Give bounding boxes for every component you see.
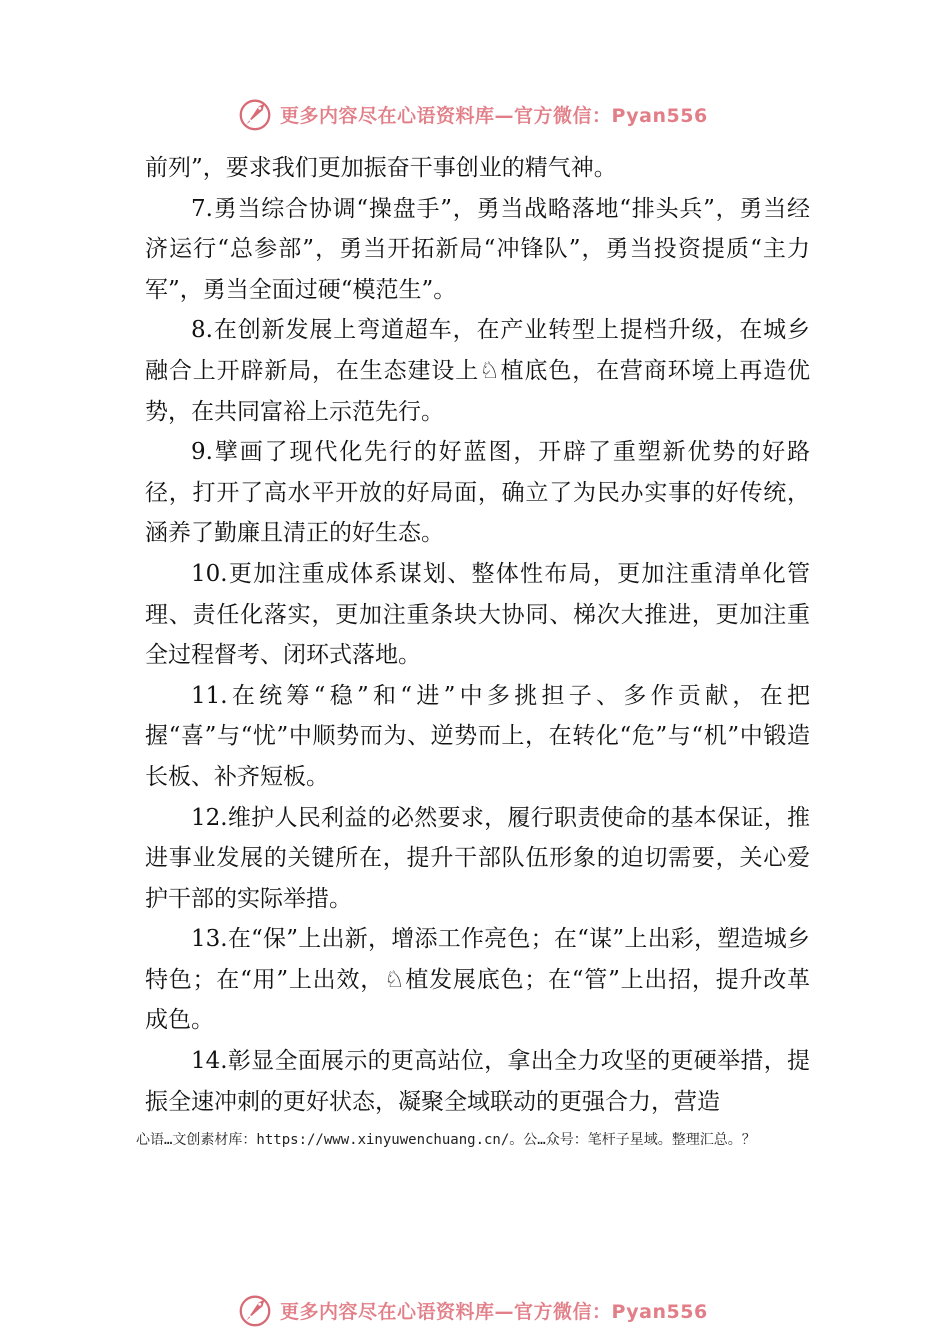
paragraph-1: 前列”，要求我们更加振奋干事创业的精气神。: [145, 155, 617, 181]
paragraph-11: 11.在统筹“稳”和“进”中多挑担子、多作贡献，在把握“喜”与“忧”中顺势而为、逆势而上，在转化“危”与“机”中锻造长板、补齐短板。: [145, 682, 810, 790]
paragraph-14: 14.彰显全面展示的更高站位，拿出全力攻坚的更硬举措，提振全速冲刺的更好状态，凝聚全域联动的更强合力，营造: [145, 1048, 810, 1115]
footer-watermark: [236, 1290, 756, 1330]
document-body: [145, 148, 810, 1122]
paragraph-9: 9.擘画了现代化先行的好蓝图，开辟了重塑新优势的好路径，打开了高水平开放的好局面，确立了为民办实事的好传统，涵养了勤廉且清正的好生态。: [145, 439, 810, 547]
paragraph-13: 13.在“保”上出新，增添工作亮色；在“谋”上出彩，塑造城乡特色；在“用”上出效，♘植发展底色；在“管”上出招，提升改革成色。: [145, 926, 810, 1034]
footer-source-note: 心语…文创素材库：https://www.xinyuwenchuang.cn/。公…众号：笔杆子星域。整理汇总。？: [136, 1132, 756, 1148]
paragraph-10: 10.更加注重成体系谋划、整体性布局，更加注重清单化管理、责任化落实，更加注重条块大协同、梯次大推进，更加注重全过程督考、闭环式落地。: [145, 560, 810, 669]
paragraph-8: 8.在创新发展上弯道超车，在产业转型上提档升级，在城乡融合上开辟新局，在生态建设上♘植底色，在营商环境上再造优势，在共同富裕上示范先行。: [145, 317, 810, 425]
header-watermark: [236, 94, 756, 134]
watermark-text: 更多内容尽在心语资料库—官方微信：Pyan556: [280, 1300, 708, 1323]
watermark-text: 更多内容尽在心语资料库—官方微信：Pyan556: [280, 104, 708, 127]
pen-nib-circle-icon: [236, 95, 274, 133]
pen-nib-circle-icon: [236, 1291, 274, 1329]
paragraph-12: 12.维护人民利益的必然要求，履行职责使命的基本保证，推进事业发展的关键所在，提升干部队伍形象的迫切需要，关心爱护干部的实际举措。: [145, 804, 810, 912]
paragraph-7: 7.勇当综合协调“操盘手”，勇当战略落地“排头兵”，勇当经济运行“总参部”，勇当开拓新局“冲锋队”，勇当投资提质“主力军”，勇当全面过硬“模范生”。: [145, 195, 810, 303]
